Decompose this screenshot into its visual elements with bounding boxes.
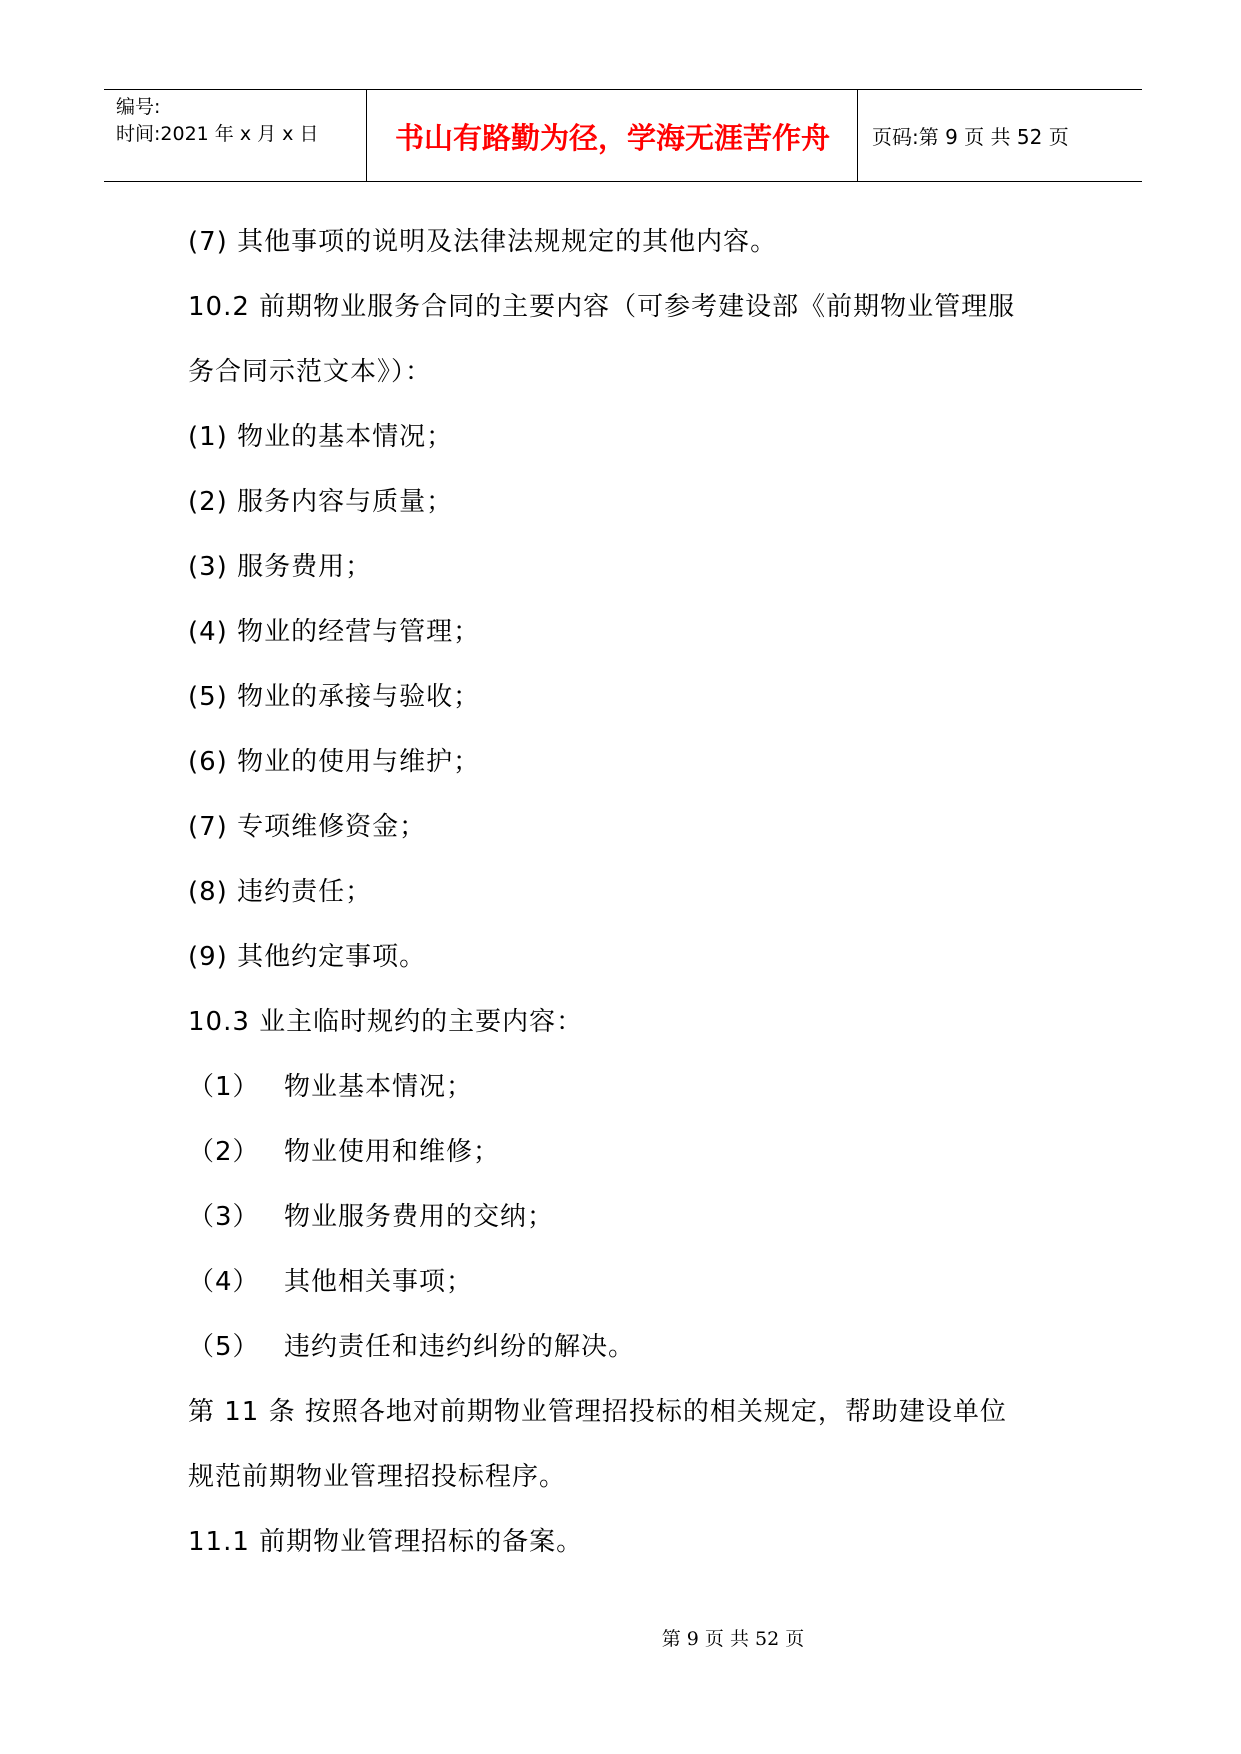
sub-list-item	[188, 1055, 1088, 1120]
document-number-label: 编号:	[116, 96, 161, 118]
sub-list-item	[188, 1185, 1088, 1250]
body-line: 规范前期物业管理招投标程序。	[188, 1462, 567, 1492]
list-item: (4) 物业的经营与管理；	[188, 617, 481, 647]
sub-item-number: （1）	[188, 1072, 260, 1102]
page-header	[104, 89, 1142, 182]
body-line: 10.2 前期物业服务合同的主要内容（可参考建设部《前期物业管理服	[188, 292, 1016, 322]
header-motto: 书山有路勤为径，学海无涯苦作舟	[394, 121, 830, 155]
sub-item-number: （3）	[188, 1202, 260, 1232]
list-item: (8) 违约责任；	[188, 877, 373, 907]
list-item: (6) 物业的使用与维护；	[188, 747, 481, 777]
list-item: (7) 专项维修资金；	[188, 812, 427, 842]
article-heading: 第 11 条 按照各地对前期物业管理招投标的相关规定，帮助建设单位	[188, 1397, 1007, 1427]
header-meta	[116, 94, 318, 148]
document-time-label: 时间:2021 年 x 月 x 日	[116, 123, 319, 145]
sub-item-text: 物业使用和维修；	[284, 1137, 501, 1167]
sub-list-item	[188, 1315, 1088, 1380]
section-heading: 11.1 前期物业管理招标的备案。	[188, 1527, 584, 1557]
body-line: (7) 其他事项的说明及法律法规规定的其他内容。	[188, 227, 778, 257]
section-heading: 10.3 业主临时规约的主要内容：	[188, 1007, 584, 1037]
sub-list-item	[188, 1250, 1088, 1315]
sub-item-number: （5）	[188, 1332, 260, 1362]
list-item: (5) 物业的承接与验收；	[188, 682, 481, 712]
sub-item-text: 物业服务费用的交纳；	[284, 1202, 555, 1232]
header-divider-left	[366, 90, 367, 181]
document-body	[188, 210, 1088, 1575]
header-divider-right	[857, 90, 858, 181]
list-item: (2) 服务内容与质量；	[188, 487, 454, 517]
list-item: (9) 其他约定事项。	[188, 942, 427, 972]
list-item: (1) 物业的基本情况；	[188, 422, 454, 452]
sub-item-text: 违约责任和违约纠纷的解决。	[284, 1332, 636, 1362]
sub-item-number: （4）	[188, 1267, 260, 1297]
list-item: (3) 服务费用；	[188, 552, 373, 582]
sub-item-text: 其他相关事项；	[284, 1267, 474, 1297]
body-line: 务合同示范文本》）：	[188, 357, 433, 387]
header-page-label: 页码:第 9 页 共 52 页	[872, 125, 1069, 149]
sub-item-text: 物业基本情况；	[284, 1072, 474, 1102]
sub-item-number: （2）	[188, 1137, 260, 1167]
page-footer	[0, 1624, 1241, 1651]
sub-list-item	[188, 1120, 1088, 1185]
footer-page-number: 第 9 页 共 52 页	[661, 1628, 805, 1650]
